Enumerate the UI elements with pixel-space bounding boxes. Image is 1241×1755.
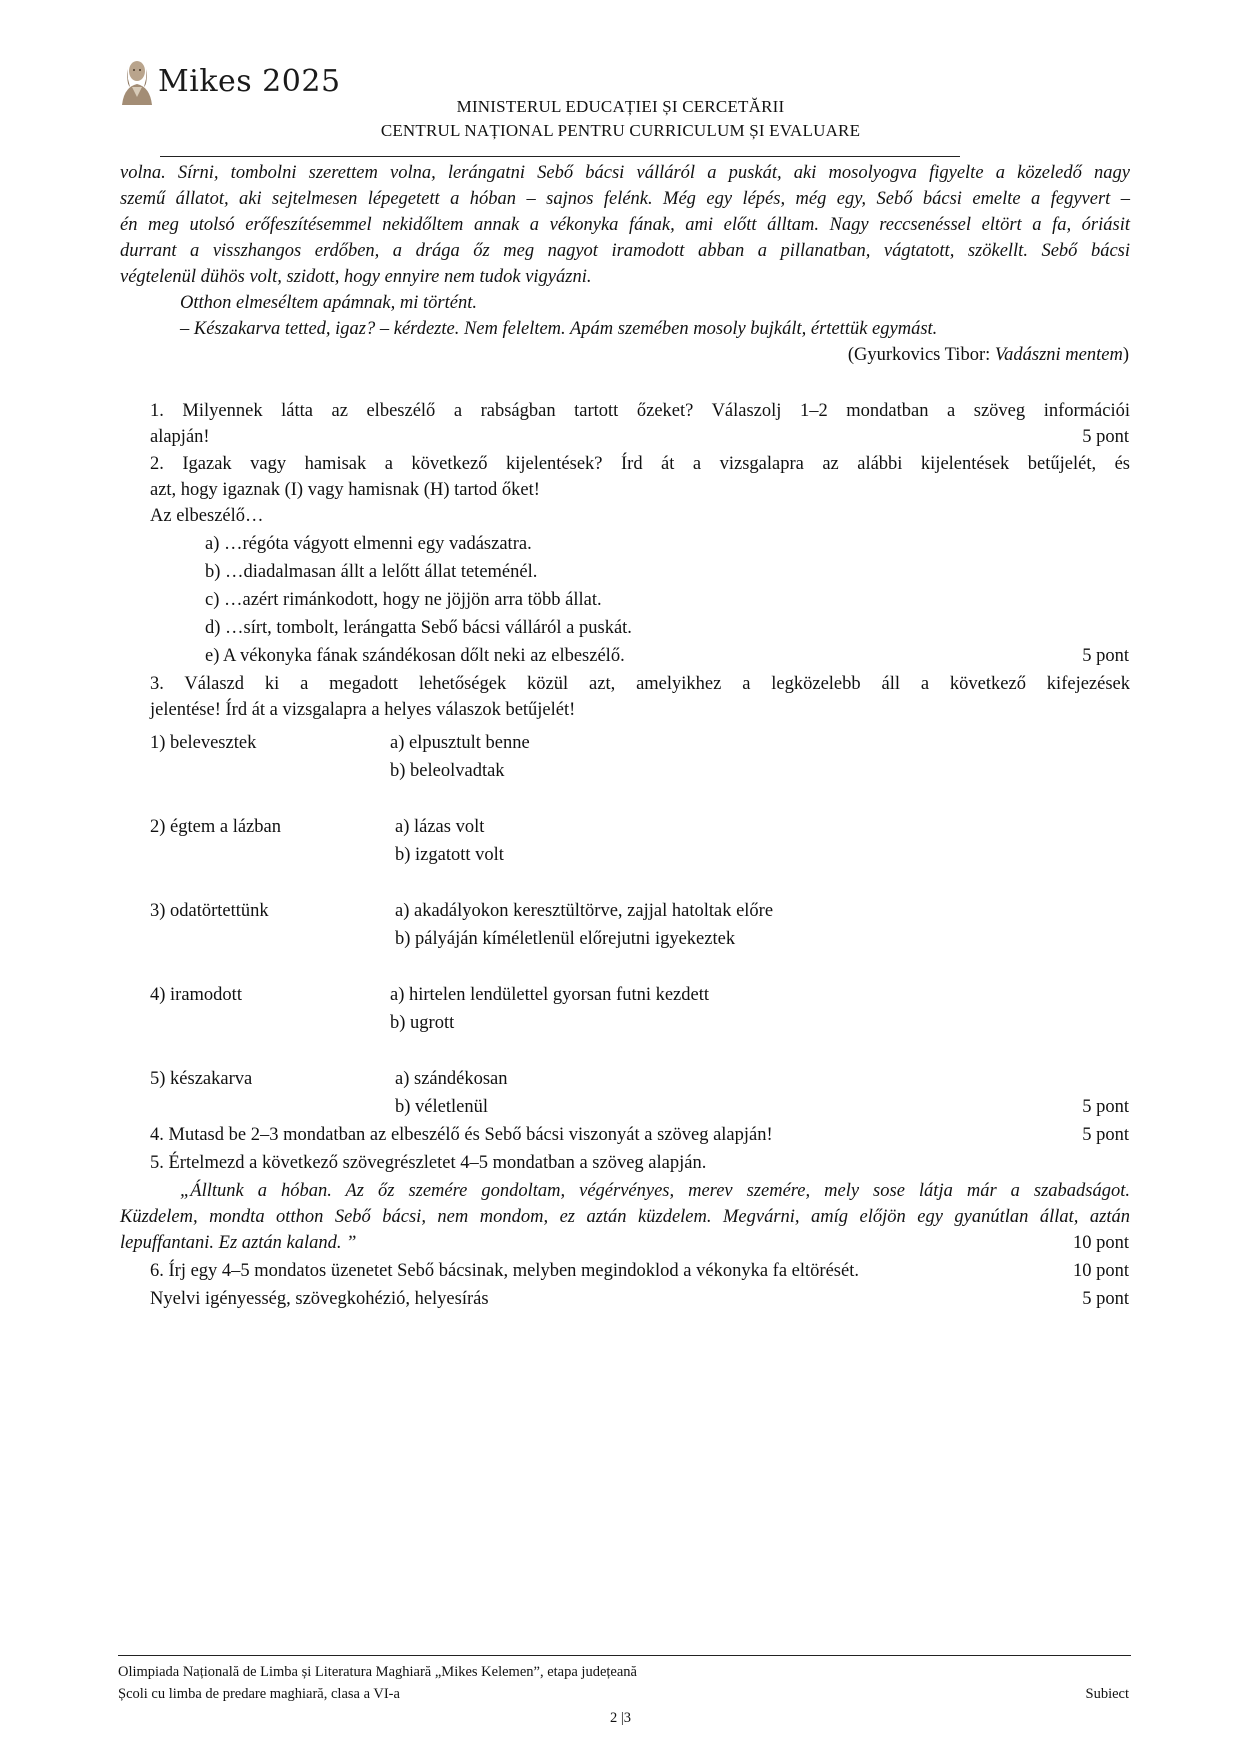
center-title: CENTRUL NAȚIONAL PENTRU CURRICULUM ȘI EVALUARE	[380, 121, 861, 140]
term-2-option-b: b) izgatott volt	[395, 845, 504, 865]
term-1-option-b: b) beleolvadtak	[390, 761, 505, 781]
term-2-option-a: a) lázas volt	[395, 817, 485, 837]
question-3: 3. Válaszd ki a megadott lehetőségek közül azt, amelyikhez a legközelebb áll a következő kifejezések	[150, 674, 1130, 694]
term-4: 4) iramodott	[150, 985, 242, 1005]
question-2-cont: azt, hogy igaznak (I) vagy hamisnak (H) tartod őket!	[150, 480, 540, 500]
header-rule	[160, 156, 960, 157]
statement-a: a) …régóta vágyott elmenni egy vadászatra.	[205, 534, 532, 554]
question-1-points: 5 pont	[1082, 427, 1129, 447]
story-line: végtelenül dühös volt, szidott, hogy ennyire nem tudok vigyázni.	[120, 267, 592, 287]
term-1-option-a: a) elpusztult benne	[390, 733, 530, 753]
source-title: Vadászni mentem	[994, 345, 1123, 365]
source-close: )	[1122, 345, 1129, 365]
question-1-cont: alapján!	[150, 427, 210, 447]
term-3-option-a: a) akadályokon keresztültörve, zajjal hatoltak előre	[395, 901, 774, 921]
footer-subject-label: Subiect	[1085, 1686, 1129, 1702]
statement-d: d) …sírt, tombolt, lerángatta Sebő bácsi válláról a puskát.	[205, 618, 632, 638]
question-4: 4. Mutasd be 2–3 mondatban az elbeszélő és Sebő bácsi viszonyát a szöveg alapján!	[150, 1125, 773, 1145]
question-6: 6. Írj egy 4–5 mondatos üzenetet Sebő bácsinak, melyben megindoklod a vékonyka fa eltörését.	[150, 1261, 859, 1281]
question-5-points: 10 pont	[1072, 1233, 1129, 1253]
source-author: (Gyurkovics Tibor:	[847, 345, 995, 365]
footer-line-1: Olimpiada Națională de Limba și Literatura Maghiară „Mikes Kelemen”, etapa județeană	[118, 1664, 637, 1680]
question-3-points: 5 pont	[1082, 1097, 1129, 1117]
quote-line: Küzdelem, mondta otthon Sebő bácsi, nem mondom, ez aztán küzdelem. Megvárni, amíg előjön egy gyanútlan állat, aztán	[120, 1207, 1130, 1227]
term-3: 3) odatörtettünk	[150, 901, 269, 921]
quote-line: lepuffantani. Ez aztán kaland. ”	[120, 1233, 357, 1253]
term-3-option-b: b) pályáján kíméletlenül előrejutni igyekeztek	[395, 929, 736, 949]
question-4-points: 5 pont	[1082, 1125, 1129, 1145]
statement-b: b) …diadalmasan állt a lelőtt állat teteménél.	[205, 562, 538, 582]
term-4-option-b: b) ugrott	[390, 1013, 455, 1033]
page-number: 2 |3	[609, 1710, 632, 1726]
footer-line-2: Școli cu limba de predare maghiară, clasa a VI-a	[118, 1686, 400, 1702]
story-line: szemű állatot, aki sejtelmesen lépegetett a hóban – sajnos felénk. Még egy lépés, még egy, Sebő bácsi emelte a fegyvert –	[120, 189, 1130, 209]
question-2-intro: Az elbeszélő…	[150, 506, 264, 526]
story-line: – Készakarva tetted, igaz? – kérdezte. Nem feleltem. Apám szemében mosoly bujkált, értettük egymást.	[180, 319, 938, 339]
question-2: 2. Igazak vagy hamisak a következő kijelentések? Írd át a vizsgalapra az alábbi kijelentések betűjelét, és	[150, 454, 1130, 474]
story-line: én meg utolsó erőfeszítésemmel nekidőltem annak a vékonyka fának, ami előtt álltam. Nagy reccsenéssel eltört a fa, óriásit	[120, 215, 1130, 235]
term-4-option-a: a) hirtelen lendülettel gyorsan futni kezdett	[390, 985, 710, 1005]
story-source	[848, 342, 1129, 368]
ministry-title: MINISTERUL EDUCAȚIEI ȘI CERCETĂRII	[456, 97, 785, 116]
term-5-option-a: a) szándékosan	[395, 1069, 508, 1089]
statement-e: e) A vékonyka fának szándékosan dőlt neki az elbeszélő.	[205, 646, 625, 666]
language-criteria: Nyelvi igényesség, szövegkohézió, helyesírás	[150, 1289, 489, 1309]
footer-rule	[118, 1655, 1131, 1656]
term-2: 2) égtem a lázban	[150, 817, 281, 837]
statement-c: c) …azért rimánkodott, hogy ne jöjjön arra több állat.	[205, 590, 602, 610]
term-1: 1) belevesztek	[150, 733, 257, 753]
story-line: volna. Sírni, tombolni szerettem volna, lerángatni Sebő bácsi válláról a puskát, aki mosolyogva figyelte a közeledő nagy	[120, 163, 1130, 183]
question-5: 5. Értelmezd a következő szövegrészletet 4–5 mondatban a szöveg alapján.	[150, 1153, 707, 1173]
question-1: 1. Milyennek látta az elbeszélő a rabságban tartott őzeket? Válaszolj 1–2 mondatban a szöveg információi	[150, 401, 1130, 421]
question-6-points: 10 pont	[1072, 1261, 1129, 1281]
story-line: Otthon elmeséltem apámnak, mi történt.	[180, 293, 477, 313]
language-points: 5 pont	[1082, 1289, 1129, 1309]
quote-line: „Álltunk a hóban. Az őz szemére gondoltam, végérvényes, merev szemére, mely sose látja már a szabadságot.	[180, 1181, 1130, 1201]
logo-text: Mikes 2025	[158, 63, 341, 99]
story-line: durrant a visszhangos erdőben, a drága őz meg nagyot iramodott abban a pillanatban, vágtatott, szökellt. Sebő bácsi	[120, 241, 1130, 261]
question-2-points: 5 pont	[1082, 646, 1129, 666]
question-3-cont: jelentése! Írd át a vizsgalapra a helyes válaszok betűjelét!	[150, 700, 576, 720]
term-5-option-b: b) véletlenül	[395, 1097, 488, 1117]
term-5: 5) készakarva	[150, 1069, 253, 1089]
